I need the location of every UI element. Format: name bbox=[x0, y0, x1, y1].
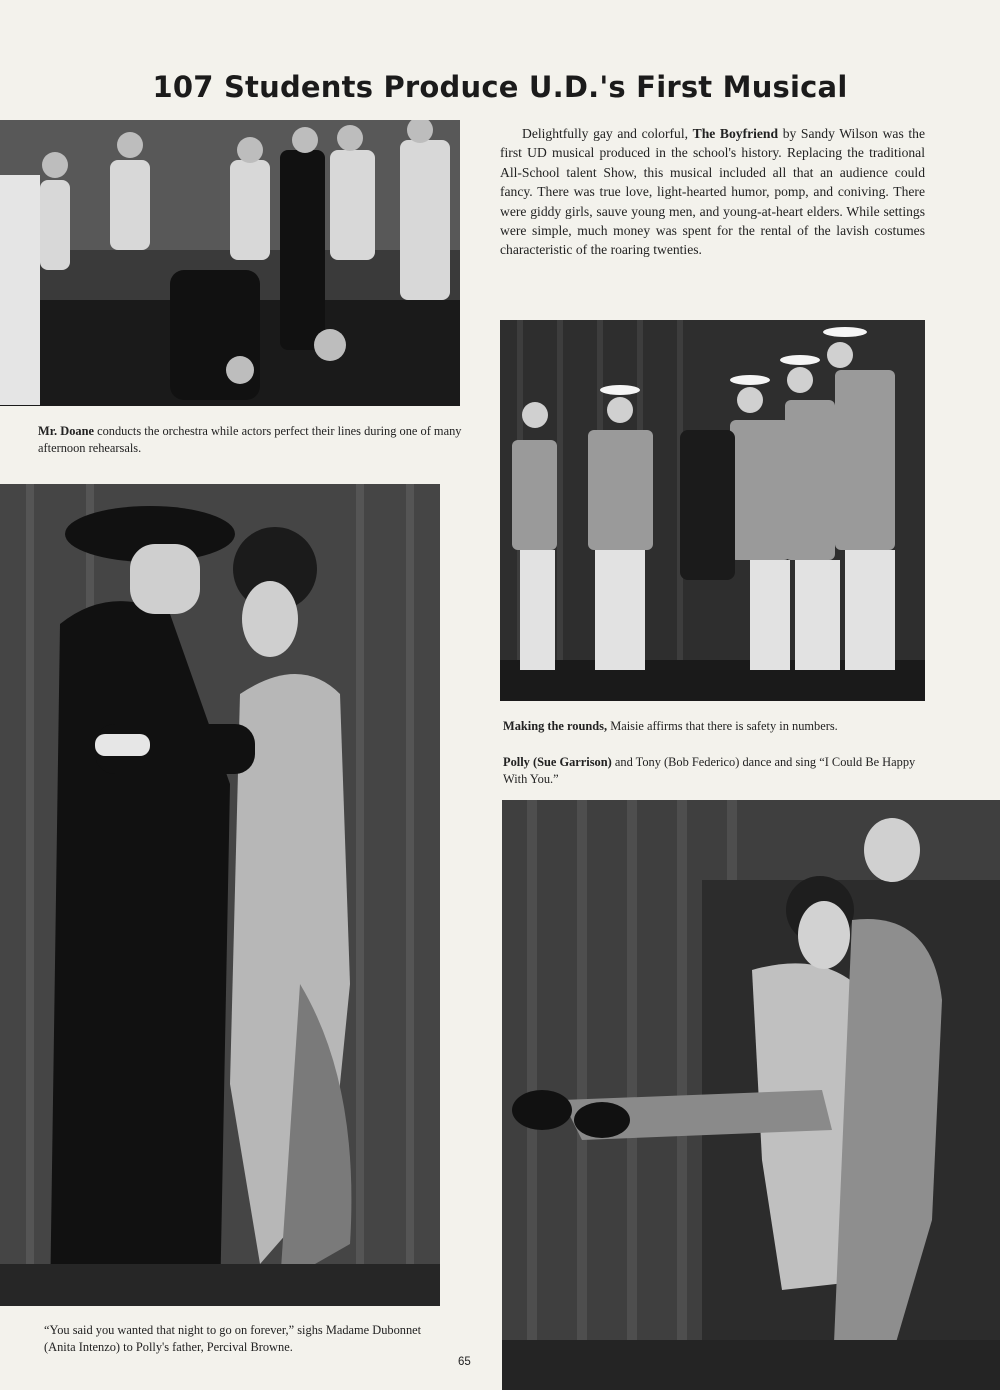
rounds-caption bbox=[503, 718, 928, 735]
rehearsal-photo bbox=[0, 120, 460, 406]
article-intro: Delightfully gay and colorful, bbox=[522, 126, 688, 141]
show-title: The Boyfriend bbox=[692, 126, 779, 141]
rehearsal-caption-text: conducts the orchestra while actors perfect their lines during one of many afternoon rehearsals. bbox=[38, 424, 462, 455]
polly-tony-caption-lead: Polly (Sue Garrison) bbox=[503, 755, 612, 769]
rounds-caption-text: Maisie affirms that there is safety in numbers. bbox=[610, 719, 838, 733]
page-number: 65 bbox=[458, 1356, 471, 1368]
page-title: 107 Students Produce U.D.'s First Musical bbox=[152, 70, 848, 104]
article-rest: by Sandy Wilson was the first UD musical produced in the school's history. Replacing the traditional All-School talent Show, this musical included all that an audience could fancy. There was true love, light-hearted humor, pomp, and coniving. There were giddy girls, sauve young men, and young-at-heart elders. While settings were simple, much money was spent for the rental of the lavish costumes characteristic of the roaring twenties. bbox=[500, 126, 925, 258]
dubonnet-photo bbox=[0, 484, 440, 1306]
rehearsal-caption bbox=[38, 423, 462, 457]
rounds-photo bbox=[500, 320, 925, 701]
polly-tony-photo bbox=[502, 800, 1000, 1390]
dubonnet-caption: “You said you wanted that night to go on forever,” sighs Madame Dubonnet (Anita Intenzo) to Polly's father, Percival Browne. bbox=[44, 1323, 422, 1354]
rounds-caption-lead: Making the rounds, bbox=[503, 719, 608, 733]
article-body bbox=[500, 124, 925, 260]
polly-tony-caption-text: and Tony (Bob Federico) dance and sing “I Could Be Happy With You.” bbox=[503, 755, 916, 786]
rehearsal-caption-lead: Mr. Doane bbox=[38, 424, 94, 438]
polly-tony-caption bbox=[503, 754, 928, 788]
